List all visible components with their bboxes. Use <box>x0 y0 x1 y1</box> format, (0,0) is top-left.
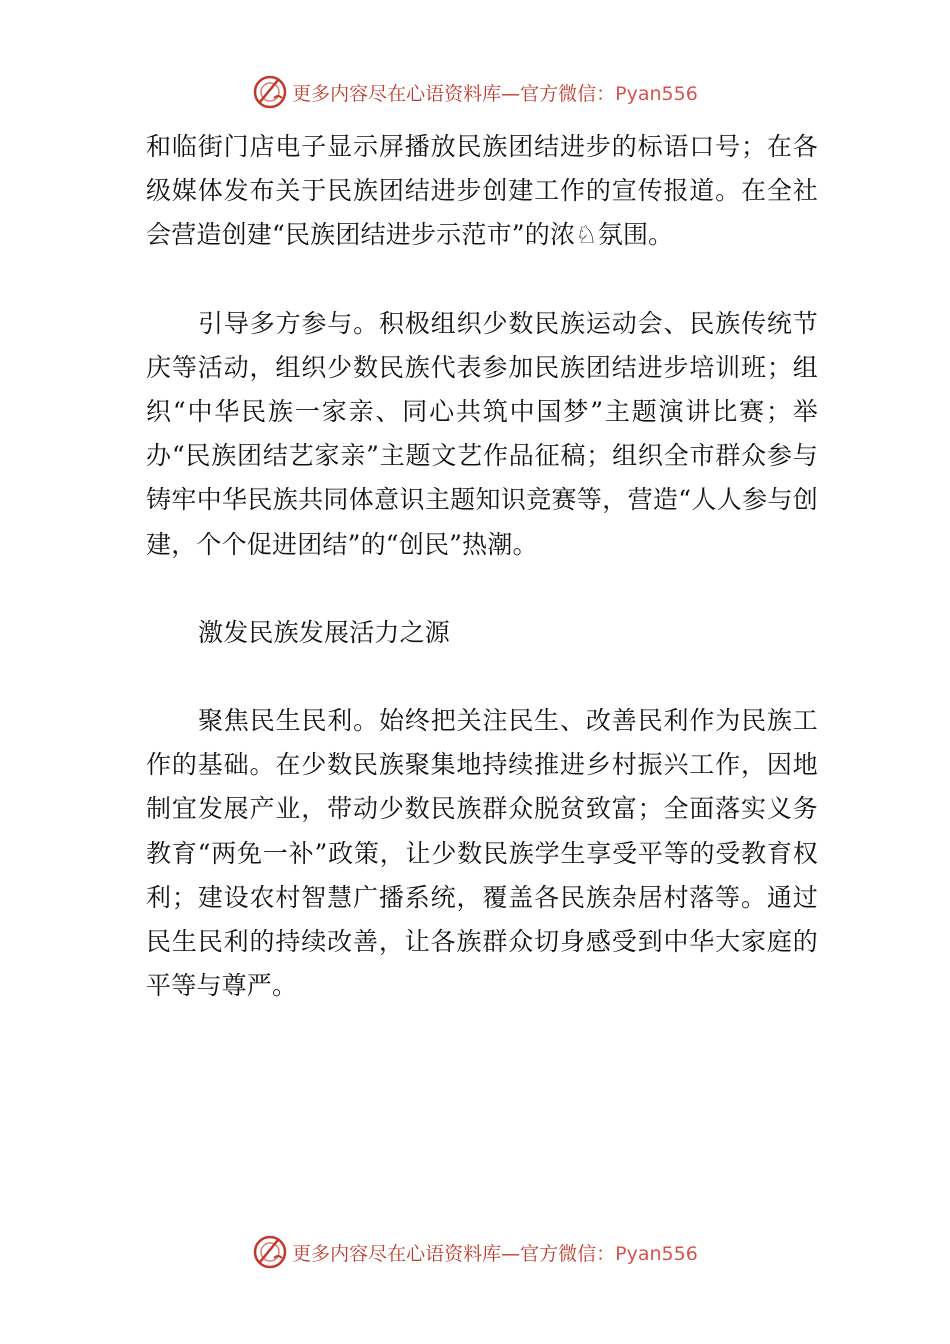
watermark-wechat-id: Pyan556 <box>615 1242 698 1265</box>
paragraph-3: 聚焦民生民利。始终把关注民生、改善民利作为民族工作的基础。在少数民族聚集地持续推进乡村振兴工作，因地制宜发展产业，带动少数民族群众脱贫致富；全面落实义务教育“两免一补”政策，让少数民族学生享受平等的受教育权利；建设农村智慧广播系统，覆盖各民族杂居村落等。通过民生民利的持续改善，让各族群众切身感受到中华大家庭的平等与尊严。 <box>146 706 818 1001</box>
header-watermark <box>0 72 950 112</box>
watermark-label: 更多内容尽在心语资料库—官方微信： <box>292 82 616 105</box>
watermark-logo-icon <box>252 74 288 110</box>
watermark-wechat-id: Pyan556 <box>615 82 698 105</box>
watermark-label: 更多内容尽在心语资料库—官方微信： <box>292 1242 616 1265</box>
paragraph-1: 和临街门店电子显示屏播放民族团结进步的标语口号；在各级媒体发布关于民族团结进步创建工作的宣传报道。在全社会营造创建“民族团结进步示范市”的浓♘氛围。 <box>146 132 818 250</box>
paragraph-2: 引导多方参与。积极组织少数民族运动会、民族传统节庆等活动，组织少数民族代表参加民族团结进步培训班；组织“中华民族一家亲、同心共筑中国梦”主题演讲比赛；举办“民族团结艺家亲”主题文艺作品征稿；组织全市群众参与铸牢中华民族共同体意识主题知识竞赛等，营造“人人参与创建，个个促进团结”的“创民”热潮。 <box>146 308 818 559</box>
section-heading: 激发民族发展活力之源 <box>198 617 451 647</box>
footer-watermark <box>0 1232 950 1272</box>
document-body <box>146 125 818 1008</box>
watermark-logo-icon <box>252 1234 288 1270</box>
watermark-text <box>292 1239 698 1266</box>
watermark-text <box>292 79 698 106</box>
